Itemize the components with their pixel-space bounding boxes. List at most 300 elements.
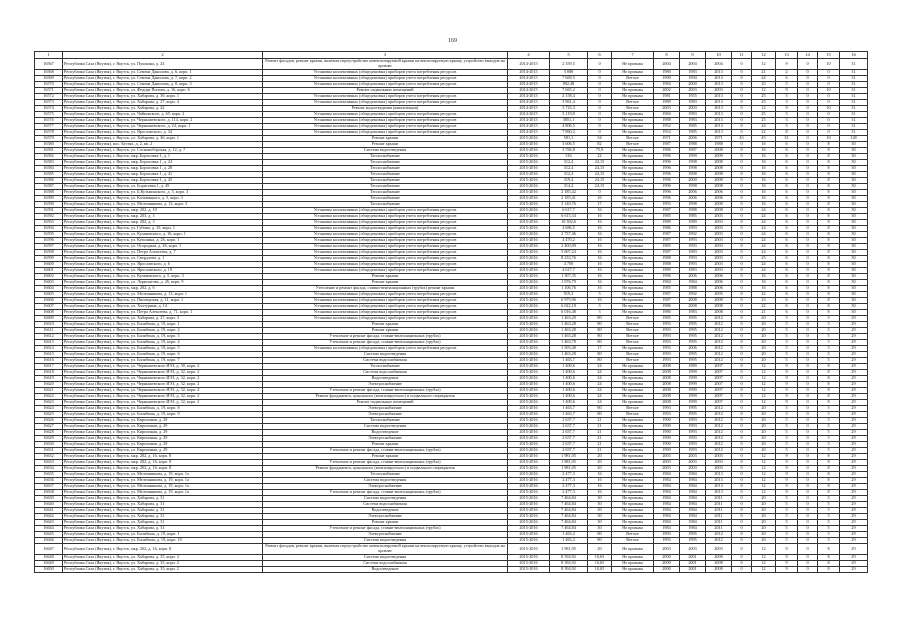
table-cell: Республика Саха (Якутия), г. Якутск, ул. Хабарова, д. 27, корп. 3 — [63, 316, 263, 322]
table-cell: 2011 — [706, 508, 732, 514]
table-cell: Республика Саха (Якутия), г. Якутск, ул. Хабарова, д. 31 — [63, 496, 263, 502]
table-cell: 2002 — [654, 88, 680, 94]
table-cell: 0 — [732, 59, 752, 70]
table-cell: 16572 — [35, 94, 63, 100]
table-cell: 29 — [840, 496, 868, 502]
table-cell: 0 — [732, 520, 752, 526]
table-cell: 16591 — [35, 208, 63, 214]
table-cell: 12 — [752, 388, 776, 394]
table-cell: Республика Саха (Якутия), г. Якутск, ул. Ярославского, д. 34 — [63, 130, 263, 136]
table-cell: 1983 — [680, 118, 706, 124]
table-cell: Ветхое — [612, 142, 654, 148]
table-cell: 16621 — [35, 388, 63, 394]
table-cell: 0 — [798, 238, 818, 244]
table-cell: 45 — [752, 136, 776, 142]
table-cell: 2012 — [706, 430, 732, 436]
table-cell: 10,65 — [588, 561, 612, 567]
table-cell: 20 — [752, 322, 776, 328]
table-cell: 8 — [818, 244, 840, 250]
table-cell: 0 — [798, 178, 818, 184]
page-number: 169 — [448, 38, 457, 44]
table-cell: 16644 — [35, 526, 63, 532]
table-cell: Республика Саха (Якутия), г. Якутск, ул. Мелешникова, д. 13, корп. 1 — [63, 292, 263, 298]
table-cell: 2 185,42 — [550, 190, 588, 196]
table-cell: 0 — [732, 346, 752, 352]
table-cell: 1 981,05 — [550, 544, 588, 555]
table-cell: 1987 — [654, 298, 680, 304]
table-cell: 22 — [752, 130, 776, 136]
table-cell: 2008 — [706, 178, 732, 184]
table-cell: 0 — [798, 196, 818, 202]
table-cell: 5 — [818, 322, 840, 328]
table-cell: 43 — [732, 136, 752, 142]
table-cell: 2008 — [680, 304, 706, 310]
table-cell: 1995 — [680, 328, 706, 334]
table-cell: Не признан — [612, 130, 654, 136]
table-cell: 8 — [818, 154, 840, 160]
table-cell: 2008 — [706, 561, 732, 567]
table-cell: Не признан — [612, 394, 654, 400]
table-cell: 0 — [798, 412, 818, 418]
table-cell: 2015-2016 — [508, 136, 550, 142]
table-cell: 1 106,76 — [550, 286, 588, 292]
table-cell: Теплоснабжение — [263, 172, 508, 178]
table-cell: 29 — [840, 400, 868, 406]
table-cell: 5 — [818, 316, 840, 322]
table-cell: 8 — [818, 208, 840, 214]
table-cell: 2007 — [706, 376, 732, 382]
table-cell: Республика Саха (Якутия), г. Якутск, ул. Пушкина, д. 24 — [63, 59, 263, 70]
table-cell: 12 — [752, 561, 776, 567]
table-cell: 16 — [752, 178, 776, 184]
table-cell: 16585 — [35, 172, 63, 178]
table-cell: 24 — [752, 214, 776, 220]
table-cell: 1993 — [654, 328, 680, 334]
table-cell: 16 — [588, 472, 612, 478]
table-cell: 0 — [732, 466, 752, 472]
table-cell: 5 — [776, 322, 798, 328]
table-cell: 16 — [588, 250, 612, 256]
table-cell: 20 — [588, 454, 612, 460]
table-cell: 1980 — [654, 70, 680, 76]
table-cell: Теплоснабжение — [263, 178, 508, 184]
table-cell: 0 — [732, 496, 752, 502]
table-cell: 30 — [840, 292, 868, 298]
table-cell: 9 — [776, 394, 798, 400]
table-cell: 30 — [840, 244, 868, 250]
table-cell: Республика Саха (Якутия), г. Якутск, ул. Билибина, д. 19, корп. 7 — [63, 358, 263, 364]
table-cell: 1985 — [680, 124, 706, 130]
table-cell: 1984 — [654, 280, 680, 286]
table-cell: 1984 — [680, 496, 706, 502]
table-cell: 1995 — [680, 538, 706, 544]
table-cell: Не признан — [612, 184, 654, 190]
table-cell: 24,15 — [588, 166, 612, 172]
table-cell: Система водоотведения — [263, 478, 508, 484]
table-cell: 29 — [840, 358, 868, 364]
table-cell: 31 — [840, 100, 868, 106]
table-cell: 12 — [752, 364, 776, 370]
table-cell: 29 — [840, 346, 868, 352]
table-cell: 2009 — [706, 154, 732, 160]
table-cell: 5 — [776, 328, 798, 334]
table-cell: 8 — [776, 130, 798, 136]
table-cell: 6 975,96 — [550, 298, 588, 304]
table-cell: 31 — [840, 112, 868, 118]
table-cell: 82 — [588, 142, 612, 148]
table-cell: 23 — [752, 298, 776, 304]
table-cell: 0 — [732, 430, 752, 436]
table-cell: 0 — [798, 82, 818, 88]
table-cell: 16623 — [35, 400, 63, 406]
table-cell: 29 — [840, 561, 868, 567]
table-cell: 3 140,76 — [550, 202, 588, 208]
table-cell: Система водоснабжения — [263, 358, 508, 364]
table-cell: 16611 — [35, 328, 63, 334]
table-cell: 16 — [588, 298, 612, 304]
table-cell: 2015-2016 — [508, 214, 550, 220]
table-cell: 2015-2016 — [508, 484, 550, 490]
table-cell: 0 — [798, 130, 818, 136]
table-cell: 1984 — [680, 490, 706, 496]
table-cell: Республика Саха (Якутия), г. Якутск, ул. Кальвицкого, д. 5, корп. 3 — [63, 196, 263, 202]
table-cell: 24 — [752, 262, 776, 268]
table-cell: 24 — [588, 394, 612, 400]
table-cell: 0 — [732, 142, 752, 148]
table-cell: Ремонт крыши — [263, 322, 508, 328]
table-cell: 29 — [840, 520, 868, 526]
table-cell: 16 — [588, 244, 612, 250]
table-cell: 2008 — [654, 388, 680, 394]
table-cell: 0 — [732, 322, 752, 328]
table-cell: 16 — [588, 286, 612, 292]
table-cell: 1984 — [654, 490, 680, 496]
table-cell: 0 — [588, 76, 612, 82]
table-cell: 0 — [798, 490, 818, 496]
table-cell: 0 — [798, 400, 818, 406]
table-cell: 2003 — [706, 220, 732, 226]
table-cell: Установка коллективных (общедомовых) приборов учета потребления ресурсов — [263, 310, 508, 316]
table-cell: 5 — [818, 442, 840, 448]
table-cell: 16647 — [35, 544, 63, 555]
table-cell: Теплоснабжение — [263, 364, 508, 370]
table-cell: Система водоотведения — [263, 496, 508, 502]
table-cell: Республика Саха (Якутия), г. Якутск, ул. Кирпичная, д. 29 — [63, 442, 263, 448]
table-cell: 1983 — [680, 70, 706, 76]
table-cell: 12 — [752, 400, 776, 406]
table-cell: Не признан — [612, 502, 654, 508]
table-cell: Республика Саха (Якутия), г. Якутск, ул. Кулаковского, д. 16, корп. 1 — [63, 232, 263, 238]
table-cell: 0 — [732, 478, 752, 484]
table-cell: 0 — [732, 118, 752, 124]
table-cell: 0 — [798, 454, 818, 460]
table-cell: 24 — [588, 364, 612, 370]
register-sheet — [34, 51, 867, 573]
table-cell: 20 — [752, 316, 776, 322]
table-cell: 21 — [752, 310, 776, 316]
table-cell: 1990 — [654, 424, 680, 430]
table-cell: 0 — [732, 334, 752, 340]
table-cell: 1990 — [654, 430, 680, 436]
table-cell: Не признан — [612, 442, 654, 448]
table-cell: 20 — [752, 418, 776, 424]
table-cell: 1984 — [654, 526, 680, 532]
table-cell: 2015-2016 — [508, 238, 550, 244]
table-cell: 2 359,5 — [550, 59, 588, 70]
table-cell: 2015-2016 — [508, 352, 550, 358]
table-cell: 8 — [818, 178, 840, 184]
table-cell: 16605 — [35, 292, 63, 298]
table-cell: 29 — [840, 490, 868, 496]
table-cell: Республика Саха (Якутия), г. Якутск, ул. Мелешникова, д. 19, корп. 1а — [63, 484, 263, 490]
table-cell: 30 — [840, 148, 868, 154]
table-cell: Ремонт фасадов, ремонт крыши, включая переустройство невентилируемой крыши на вентилируемую крышу, устройство выходов на кровлю — [263, 544, 508, 555]
table-cell: 2001 — [680, 555, 706, 561]
table-cell: 29 — [840, 508, 868, 514]
table-cell: 0 — [588, 70, 612, 76]
table-cell: Не признан — [612, 274, 654, 280]
table-cell: 1993 — [654, 346, 680, 352]
table-cell: 9 — [776, 382, 798, 388]
table-cell: 0 — [818, 130, 840, 136]
table-cell: 31 — [776, 136, 798, 142]
table-cell: 6 — [776, 202, 798, 208]
table-cell: 2014-2015 — [508, 100, 550, 106]
table-cell: 7 860,2 — [550, 130, 588, 136]
table-cell: 0 — [798, 172, 818, 178]
table-cell: 0 — [798, 298, 818, 304]
table-cell: 2014-2015 — [508, 106, 550, 112]
table-cell: Республика Саха (Якутия), г. Якутск, ул. Семена Данилова, д. 7, корп. 2 — [63, 76, 263, 82]
table-cell: 2007 — [706, 364, 732, 370]
table-cell: 0 — [798, 430, 818, 436]
table-cell: 24 — [752, 226, 776, 232]
table-cell: 2008 — [706, 160, 732, 166]
table-cell: 2015-2016 — [508, 567, 550, 573]
table-cell: 2015-2016 — [508, 544, 550, 555]
table-cell: 2015-2016 — [508, 190, 550, 196]
table-cell: 2006 — [680, 190, 706, 196]
table-cell: 1999 — [680, 154, 706, 160]
table-cell: 0 — [732, 561, 752, 567]
table-cell: Утепление и ремонт фасада, ставни-вентиляционных (трубах) — [263, 388, 508, 394]
table-cell: 319,4 — [550, 178, 588, 184]
table-cell: 1988 — [654, 256, 680, 262]
table-cell: Ремонт крыши — [263, 136, 508, 142]
table-cell: 0 — [732, 394, 752, 400]
table-cell: 1990 — [654, 448, 680, 454]
table-cell: 24 — [752, 238, 776, 244]
table-cell: 2007 — [706, 400, 732, 406]
table-cell: 2014-2015 — [508, 59, 550, 70]
table-cell: 5 — [818, 346, 840, 352]
table-cell: Не признан — [612, 112, 654, 118]
table-cell: 1985 — [654, 214, 680, 220]
table-cell: 1983 — [680, 268, 706, 274]
table-cell: 5 — [818, 538, 840, 544]
table-cell: 1999 — [680, 394, 706, 400]
table-cell: 0 — [732, 274, 752, 280]
table-cell: 16 — [752, 280, 776, 286]
table-cell: Установка коллективных (общедомовых) приборов учета потребления ресурсов — [263, 304, 508, 310]
table-cell: 30 — [840, 286, 868, 292]
table-cell: 0 — [732, 130, 752, 136]
table-cell: 2 185,41 — [550, 196, 588, 202]
table-cell: 1993 — [680, 256, 706, 262]
table-cell: 29 — [840, 454, 868, 460]
table-cell: Установка коллективных (общедомовых) приборов учета потребления ресурсов — [263, 130, 508, 136]
table-cell: 2008 — [706, 208, 732, 214]
table-cell: 0 — [798, 561, 818, 567]
table-cell: 2003 — [706, 238, 732, 244]
table-cell: 316 — [550, 154, 588, 160]
table-cell: 2008 — [706, 184, 732, 190]
column-header: 9 — [680, 52, 706, 59]
table-cell: 1987 — [654, 142, 680, 148]
table-cell: Не признан — [612, 118, 654, 124]
table-cell: Не признан — [612, 496, 654, 502]
table-cell: Республика Саха (Якутия), г. Якутск, мкр. Борисовка 1, д. 24 — [63, 160, 263, 166]
table-cell: 2015-2016 — [508, 382, 550, 388]
table-cell: 0 — [732, 526, 752, 532]
table-cell: 6 — [776, 262, 798, 268]
table-cell: 29 — [840, 555, 868, 561]
table-cell: 29 — [840, 448, 868, 454]
table-cell: Республика Саха (Якутия), г. Якутск, ул. Билибина, д. 19, корп. 4 — [63, 340, 263, 346]
table-cell: 2014-2015 — [508, 94, 550, 100]
table-cell: Ветхое — [612, 76, 654, 82]
table-cell: 0 — [732, 388, 752, 394]
table-cell: 2005 — [706, 292, 732, 298]
table-cell: 2 637,7 — [550, 418, 588, 424]
table-cell: Не признан — [612, 424, 654, 430]
table-cell: Республика Саха (Якутия), г. Якутск, ул. Билибина, д. 19, корп. 6 — [63, 352, 263, 358]
table-cell: Не признан — [612, 268, 654, 274]
table-cell: 1988 — [654, 118, 680, 124]
table-cell: 4 806,5 — [550, 124, 588, 130]
table-cell: 2013 — [706, 124, 732, 130]
table-cell: Ремонт крыши — [263, 274, 508, 280]
table-cell: Республика Саха (Якутия), г. Якутск, ул. Чернышевского, д. 114, корп. 2 — [63, 118, 263, 124]
table-cell: 16594 — [35, 226, 63, 232]
table-cell: 1993 — [680, 430, 706, 436]
table-cell: 8 — [818, 214, 840, 220]
table-cell: 1984 — [654, 520, 680, 526]
table-cell: 0 — [732, 298, 752, 304]
table-cell: 0 — [818, 112, 840, 118]
table-cell: 2008 — [654, 400, 680, 406]
table-cell: 16576 — [35, 118, 63, 124]
table-cell: 0 — [732, 268, 752, 274]
table-cell: 16 — [588, 196, 612, 202]
table-cell: 2011 — [706, 526, 732, 532]
table-cell: 8 — [818, 172, 840, 178]
table-cell: 2003 — [706, 544, 732, 555]
table-cell: 20 — [752, 352, 776, 358]
table-cell: 30 — [840, 238, 868, 244]
table-cell: 1 400,6 — [550, 370, 588, 376]
table-cell: 0 — [798, 274, 818, 280]
table-cell: 2003 — [654, 460, 680, 466]
table-cell: 8 — [818, 484, 840, 490]
column-header: 8 — [654, 52, 680, 59]
table-cell: 30 — [840, 160, 868, 166]
table-cell: 8 — [818, 555, 840, 561]
table-cell: 0 — [798, 418, 818, 424]
table-cell: Установка коллективных (общедомовых) приборов учета потребления ресурсов — [263, 124, 508, 130]
table-cell: 2003 — [680, 88, 706, 94]
table-cell: 0 — [798, 94, 818, 100]
table-cell: 2004 — [706, 59, 732, 70]
table-cell: 8 — [818, 478, 840, 484]
table-cell: 4 700 — [550, 262, 588, 268]
table-cell: 1 463,7 — [550, 412, 588, 418]
table-cell: 0 — [798, 352, 818, 358]
table-cell: 3 784,8 — [550, 148, 588, 154]
table-cell: 0 — [732, 262, 752, 268]
table-cell: 5 — [776, 406, 798, 412]
table-cell: 1 463,28 — [550, 322, 588, 328]
table-cell: Республика Саха (Якутия), г. Якутск, ул. Кузьмина, д. 26, корп. 1 — [63, 238, 263, 244]
table-cell: 16595 — [35, 232, 63, 238]
table-cell: 7 464,84 — [550, 514, 588, 520]
table-cell: 16 — [588, 484, 612, 490]
table-cell: 30 — [840, 310, 868, 316]
table-cell: Водоотведение — [263, 376, 508, 382]
table-cell: Установка коллективных (общедомовых) приборов учета потребления ресурсов — [263, 292, 508, 298]
table-cell: 30 — [840, 142, 868, 148]
table-cell: 12 — [752, 59, 776, 70]
table-cell: Не признан — [612, 304, 654, 310]
table-cell: 0 — [798, 100, 818, 106]
table-cell: 1989 — [654, 100, 680, 106]
table-cell: 8 — [818, 148, 840, 154]
table-cell: 1984 — [654, 82, 680, 88]
table-cell: 31 — [840, 124, 868, 130]
table-cell: 31 — [840, 76, 868, 82]
table-cell: 6 — [776, 238, 798, 244]
table-cell: Не признан — [612, 520, 654, 526]
table-cell: 16 — [588, 478, 612, 484]
table-cell: Республика Саха (Якутия), г. Якутск, мкр. 202, д. 16, корп. 8 — [63, 454, 263, 460]
table-cell: 1983 — [680, 100, 706, 106]
table-cell: Установка коллективных (общедомовых) приборов учета потребления ресурсов — [263, 250, 508, 256]
table-cell: 1995 — [680, 532, 706, 538]
table-cell: 1 463,2 — [550, 532, 588, 538]
table-cell: 20 — [588, 544, 612, 555]
table-cell: 2011 — [706, 496, 732, 502]
table-cell: 30 — [840, 178, 868, 184]
table-cell: 2015-2016 — [508, 280, 550, 286]
table-cell: 6 — [776, 220, 798, 226]
table-cell: 0 — [798, 442, 818, 448]
table-cell: 9 — [776, 370, 798, 376]
table-cell: Республика Саха (Якутия), г. Якутск, ул. Кирпичная, д. 29 — [63, 436, 263, 442]
table-cell: 2015-2016 — [508, 274, 550, 280]
table-cell: 16592 — [35, 214, 63, 220]
table-cell: 16628 — [35, 430, 63, 436]
table-cell: Республика Саха (Якутия), г. Якутск, мкр. 202, д. 16, корп. 8 — [63, 460, 263, 466]
table-cell: 0 — [798, 394, 818, 400]
table-cell: 9 — [776, 400, 798, 406]
table-cell: Республика Саха (Якутия), г. Якутск, ул. Ярославского, д. 19 — [63, 268, 263, 274]
table-cell: Республика Саха (Якутия), г. Якутск, ул. Билибина, д. 19, корп. 3 — [63, 334, 263, 340]
table-cell: 0 — [588, 118, 612, 124]
table-cell: 16627 — [35, 424, 63, 430]
table-cell: 5 — [818, 334, 840, 340]
table-cell: 2003 — [706, 256, 732, 262]
table-cell: Ветхое — [612, 106, 654, 112]
